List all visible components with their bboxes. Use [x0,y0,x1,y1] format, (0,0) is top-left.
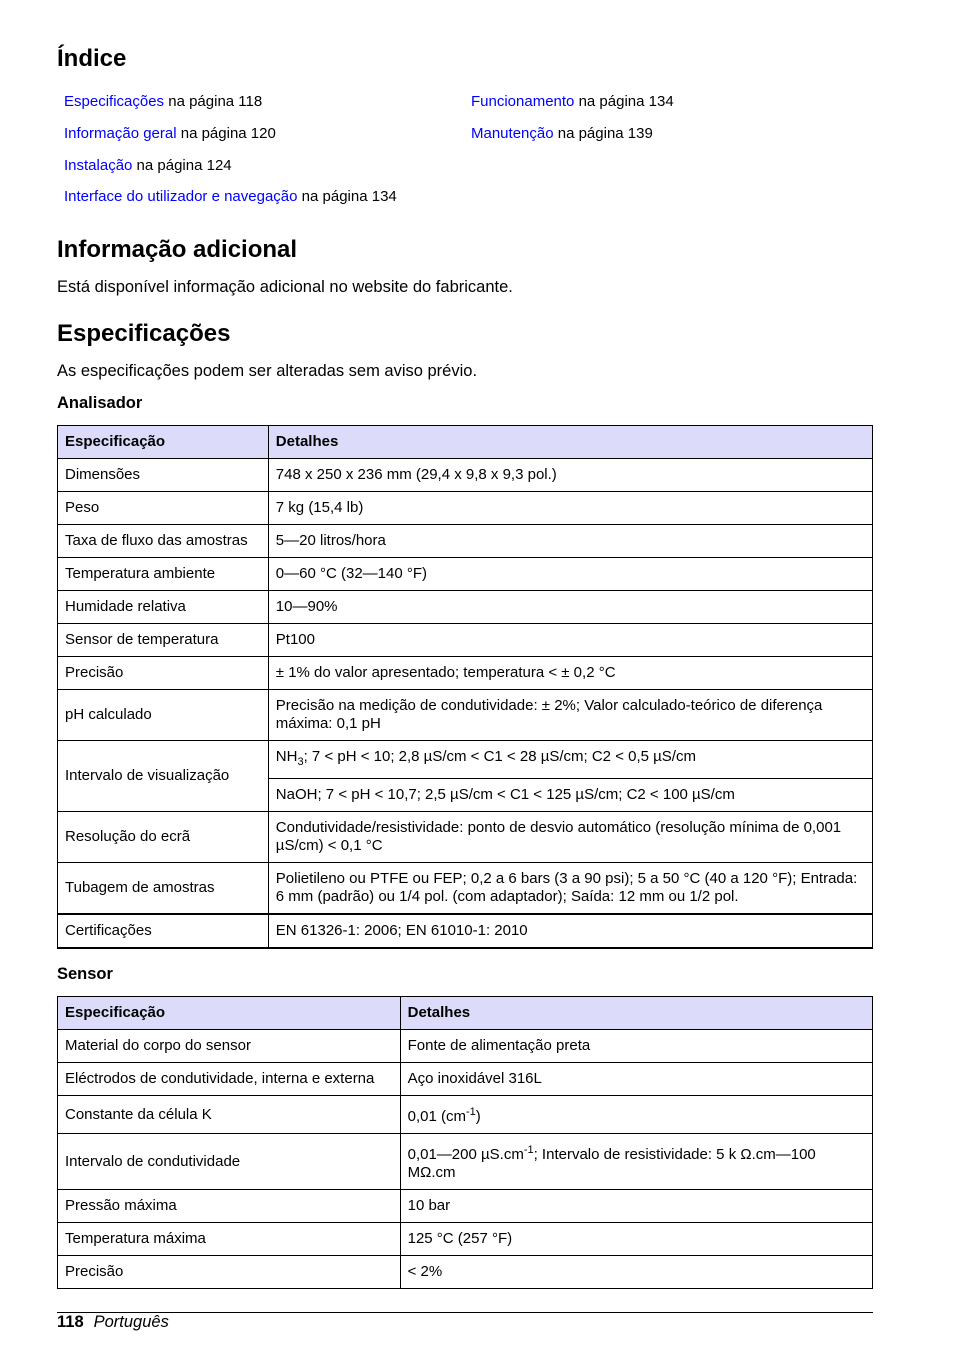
spec-cell: Sensor de temperatura [58,624,269,657]
page-number: 118 [57,1313,84,1331]
detail-cell: Aço inoxidável 316L [400,1063,872,1096]
detail-cell: NaOH; 7 < pH < 10,7; 2,5 µS/cm < C1 < 125 µS/cm; C2 < 100 µS/cm [268,779,872,812]
toc-page-ref: na página 118 [164,93,263,110]
subscript: 3 [297,756,304,768]
toc-entry [64,93,262,111]
toc-link-manutencao[interactable]: Manutenção [471,125,554,142]
spec-cell: Certificações [58,914,269,948]
value-text: ; Intervalo de resistividade: 5 k Ω.cm—100 MΩ.cm [407,1146,816,1181]
superscript: -1 [523,1144,534,1156]
value-text: ) [475,1108,481,1125]
specs-title: Especificações [57,320,231,347]
value-text: 0,01 (cm [407,1108,466,1125]
table-row [58,914,873,948]
col-header-details: Detalhes [400,997,872,1030]
table-row [58,1223,873,1256]
detail-cell: 748 x 250 x 236 mm (29,4 x 9,8 x 9,3 pol.) [268,459,872,492]
detail-cell: Pt100 [268,624,872,657]
spec-cell: Precisão [58,657,269,690]
col-header-spec: Especificação [58,997,401,1030]
table-row [58,492,873,525]
table-row [58,741,873,779]
detail-cell: Precisão na medição de condutividade: ± 2%; Valor calculado-teórico de diferença máxima: 0,1 pH [268,690,872,741]
value-text: 0,01—200 µS.cm [407,1146,524,1163]
table-header-row [58,426,873,459]
toc-link-especificacoes[interactable]: Especificações [64,93,165,110]
table-row [58,690,873,741]
footer-language: Português [93,1313,169,1331]
additional-info-title: Informação adicional [57,236,298,263]
toc-link-interface[interactable]: Interface do utilizador e navegação [64,188,298,205]
table-row [58,591,873,624]
detail-cell [400,1134,872,1190]
table-row [58,558,873,591]
table-header-row [58,997,873,1030]
table-row [58,1256,873,1289]
table-row [58,1096,873,1134]
detail-cell: 5—20 litros/hora [268,525,872,558]
toc-entry [471,93,674,111]
index-title: Índice [57,45,127,72]
analyzer-table [57,425,873,949]
table-row [58,624,873,657]
toc-link-instalacao[interactable]: Instalação [64,157,133,174]
toc-page-ref: na página 134 [574,93,674,110]
toc-entry [64,125,276,143]
detail-cell: 0—60 °C (32—140 °F) [268,558,872,591]
analyzer-heading: Analisador [57,394,143,412]
spec-cell: Temperatura ambiente [58,558,269,591]
detail-cell: ± 1% do valor apresentado; temperatura < ± 0,2 °C [268,657,872,690]
toc-page-ref: na página 139 [553,125,653,142]
spec-cell: Pressão máxima [58,1190,401,1223]
spec-cell: Peso [58,492,269,525]
spec-cell: Constante da célula K [58,1096,401,1134]
page-footer [57,1312,169,1332]
spec-cell: pH calculado [58,690,269,741]
detail-cell: Fonte de alimentação preta [400,1030,872,1063]
spec-cell: Precisão [58,1256,401,1289]
toc-entry [64,188,397,206]
detail-cell: 10 bar [400,1190,872,1223]
toc-entry [64,157,232,175]
col-header-details: Detalhes [268,426,872,459]
detail-cell: 125 °C (257 °F) [400,1223,872,1256]
spec-cell: Tubagem de amostras [58,863,269,915]
detail-cell: Condutividade/resistividade: ponto de desvio automático (resolução mínima de 0,001 µS/cm) < 0,1 °C [268,812,872,863]
sensor-heading: Sensor [57,965,113,983]
table-row [58,812,873,863]
detail-cell [268,741,872,779]
table-row [58,459,873,492]
additional-info-text: Está disponível informação adicional no website do fabricante. [57,278,513,296]
spec-cell: Eléctrodos de condutividade, interna e externa [58,1063,401,1096]
toc-link-funcionamento[interactable]: Funcionamento [471,93,575,110]
detail-cell: 10—90% [268,591,872,624]
spec-cell: Material do corpo do sensor [58,1030,401,1063]
toc-entry [471,125,653,143]
detail-cell: < 2% [400,1256,872,1289]
formula-text: ; 7 < pH < 10; 2,8 µS/cm < C1 < 28 µS/cm; C2 < 0,5 µS/cm [303,748,696,765]
sensor-table [57,996,873,1289]
toc-page-ref: na página 120 [176,125,276,142]
table-row [58,1134,873,1190]
toc-page-ref: na página 134 [297,188,397,205]
detail-cell: Polietileno ou PTFE ou FEP; 0,2 a 6 bars (3 a 90 psi); 5 a 50 °C (40 a 120 °F); Entrada: 6 mm (padrão) ou 1/4 pol. (com adaptador); Saída: 12 mm ou 1/2 pol. [268,863,872,915]
spec-cell: Dimensões [58,459,269,492]
spec-cell: Humidade relativa [58,591,269,624]
detail-cell: 7 kg (15,4 lb) [268,492,872,525]
table-row [58,525,873,558]
col-header-spec: Especificação [58,426,269,459]
spec-cell: Intervalo de visualização [58,741,269,812]
toc-page-ref: na página 124 [132,157,232,174]
table-row [58,1190,873,1223]
spec-cell: Temperatura máxima [58,1223,401,1256]
table-row [58,863,873,915]
spec-cell: Resolução do ecrã [58,812,269,863]
footer-divider [57,1312,873,1313]
formula-text: NH [275,748,298,765]
table-row [58,1030,873,1063]
specs-text: As especificações podem ser alteradas sem aviso prévio. [57,362,478,380]
spec-cell: Taxa de fluxo das amostras [58,525,269,558]
spec-cell: Intervalo de condutividade [58,1134,401,1190]
superscript: -1 [465,1106,476,1118]
table-row [58,657,873,690]
toc-link-informacao-geral[interactable]: Informação geral [64,125,177,142]
table-row [58,1063,873,1096]
detail-cell [400,1096,872,1134]
detail-cell: EN 61326-1: 2006; EN 61010-1: 2010 [268,914,872,948]
